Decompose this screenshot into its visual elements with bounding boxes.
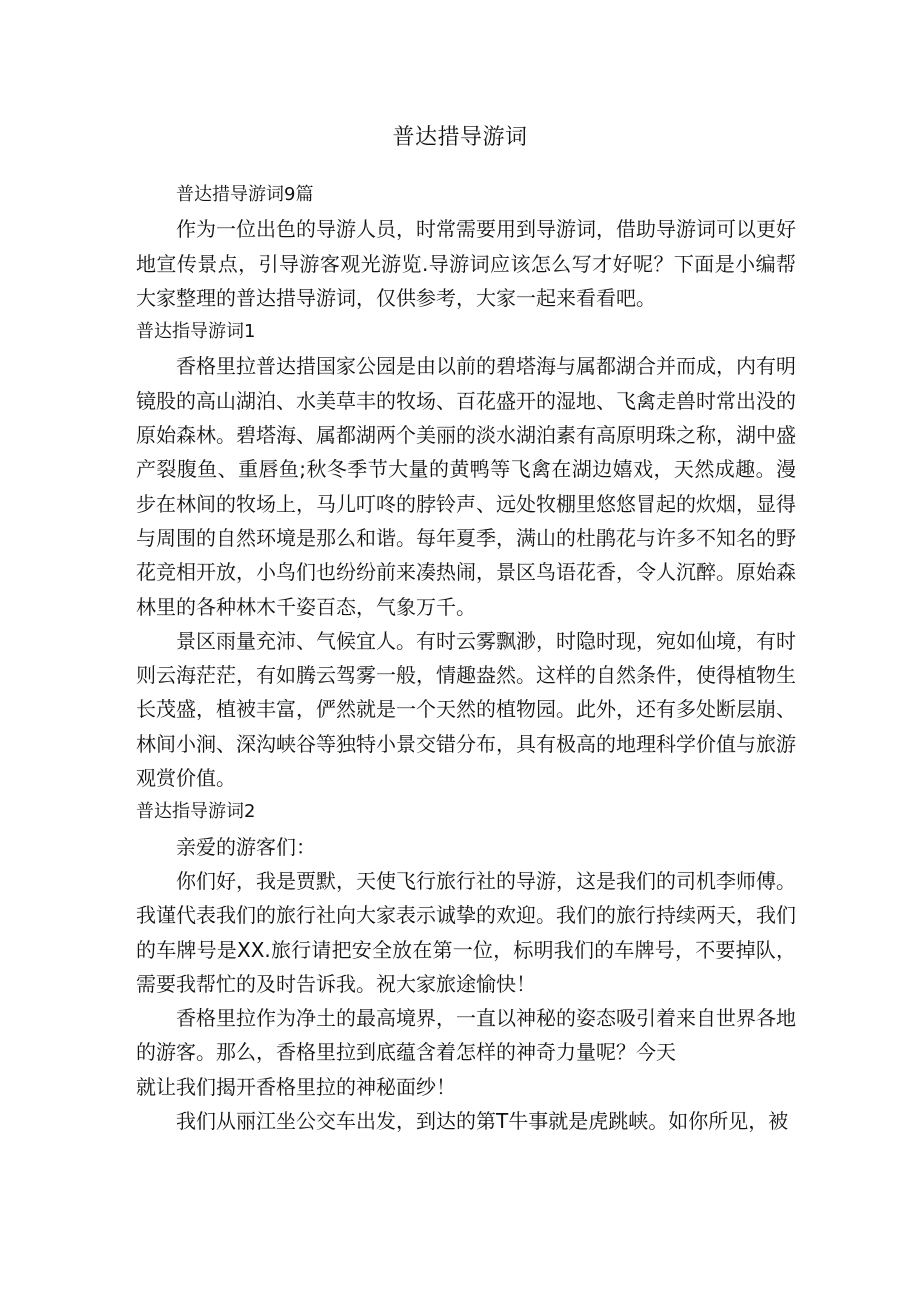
section2-paragraph-2-line-1: 香格里拉作为净土的最高境界，一直以神秘的姿态吸引着来自世界各地的游客。那么，香格里拉到底蕴含着怎样的神奇力量呢？今天	[136, 1006, 796, 1065]
document-body	[136, 178, 796, 1138]
section2-paragraph-3: 我们从丽江坐公交车出发，到达的第T牛事就是虎跳峡。如你所见，被	[176, 1109, 789, 1134]
section1-paragraph-2: 景区雨量充沛、气候宜人。有时云雾飘渺，时隐时现，宛如仙境，有时则云海茫茫，有如腾云驾雾一般，情趣盎然。这样的自然条件，使得植物生长茂盛，植被丰富，俨然就是一个天然的植物园。此外，还有多处断层崩、林间小涧、深沟峡谷等独特小景交错分布，具有极高的地理科学价值与旅游观赏价值。	[136, 628, 796, 791]
document-subtitle: 普达措导游词9篇	[176, 184, 314, 205]
section2-paragraph-1: 你们好，我是贾默，天使飞行旅行社的导游，这是我们的司机李师傅。我谨代表我们的旅行社向大家表示诚挚的欢迎。我们的旅行持续两天，我们的车牌号是XX.旅行请把安全放在第一位，标明我们的车牌号，不要掉队，需要我帮忙的及时告诉我。祝大家旅途愉快！	[136, 868, 796, 996]
section-heading-1: 普达指导游词1	[136, 321, 256, 343]
section-heading-2: 普达指导游词2	[136, 801, 256, 823]
section2-greeting: 亲爱的游客们：	[176, 834, 316, 859]
document-title: 普达措导游词	[392, 125, 528, 150]
section2-paragraph-2-line-2: 就让我们揭开香格里拉的神秘面纱！	[136, 1074, 456, 1099]
section1-paragraph-1: 香格里拉普达措国家公园是由以前的碧塔海与属都湖合并而成，内有明镜股的高山湖泊、水美草丰的牧场、百花盛开的湿地、飞禽走兽时常出没的原始森林。碧塔海、属都湖两个美丽的淡水湖泊素有高原明珠之称，湖中盛产裂腹鱼、重唇鱼;秋冬季节大量的黄鸭等飞禽在湖边嬉戏，天然成趣。漫步在林间的牧场上，马儿叮咚的脖铃声、远处牧棚里悠悠冒起的炊烟，显得与周围的自然环境是那么和谐。每年夏季，满山的杜鹃花与许多不知名的野花竞相开放，小鸟们也纷纷前来凑热闹，景区鸟语花香，令人沉醉。原始森林里的各种林木千姿百态，气象万千。	[136, 354, 796, 619]
intro-paragraph: 作为一位出色的导游人员，时常需要用到导游词，借助导游词可以更好地宣传景点，引导游客观光游览.导游词应该怎么写才好呢？下面是小编帮大家整理的普达措导游词，仅供参考，大家一起来看看吧。	[136, 217, 796, 310]
